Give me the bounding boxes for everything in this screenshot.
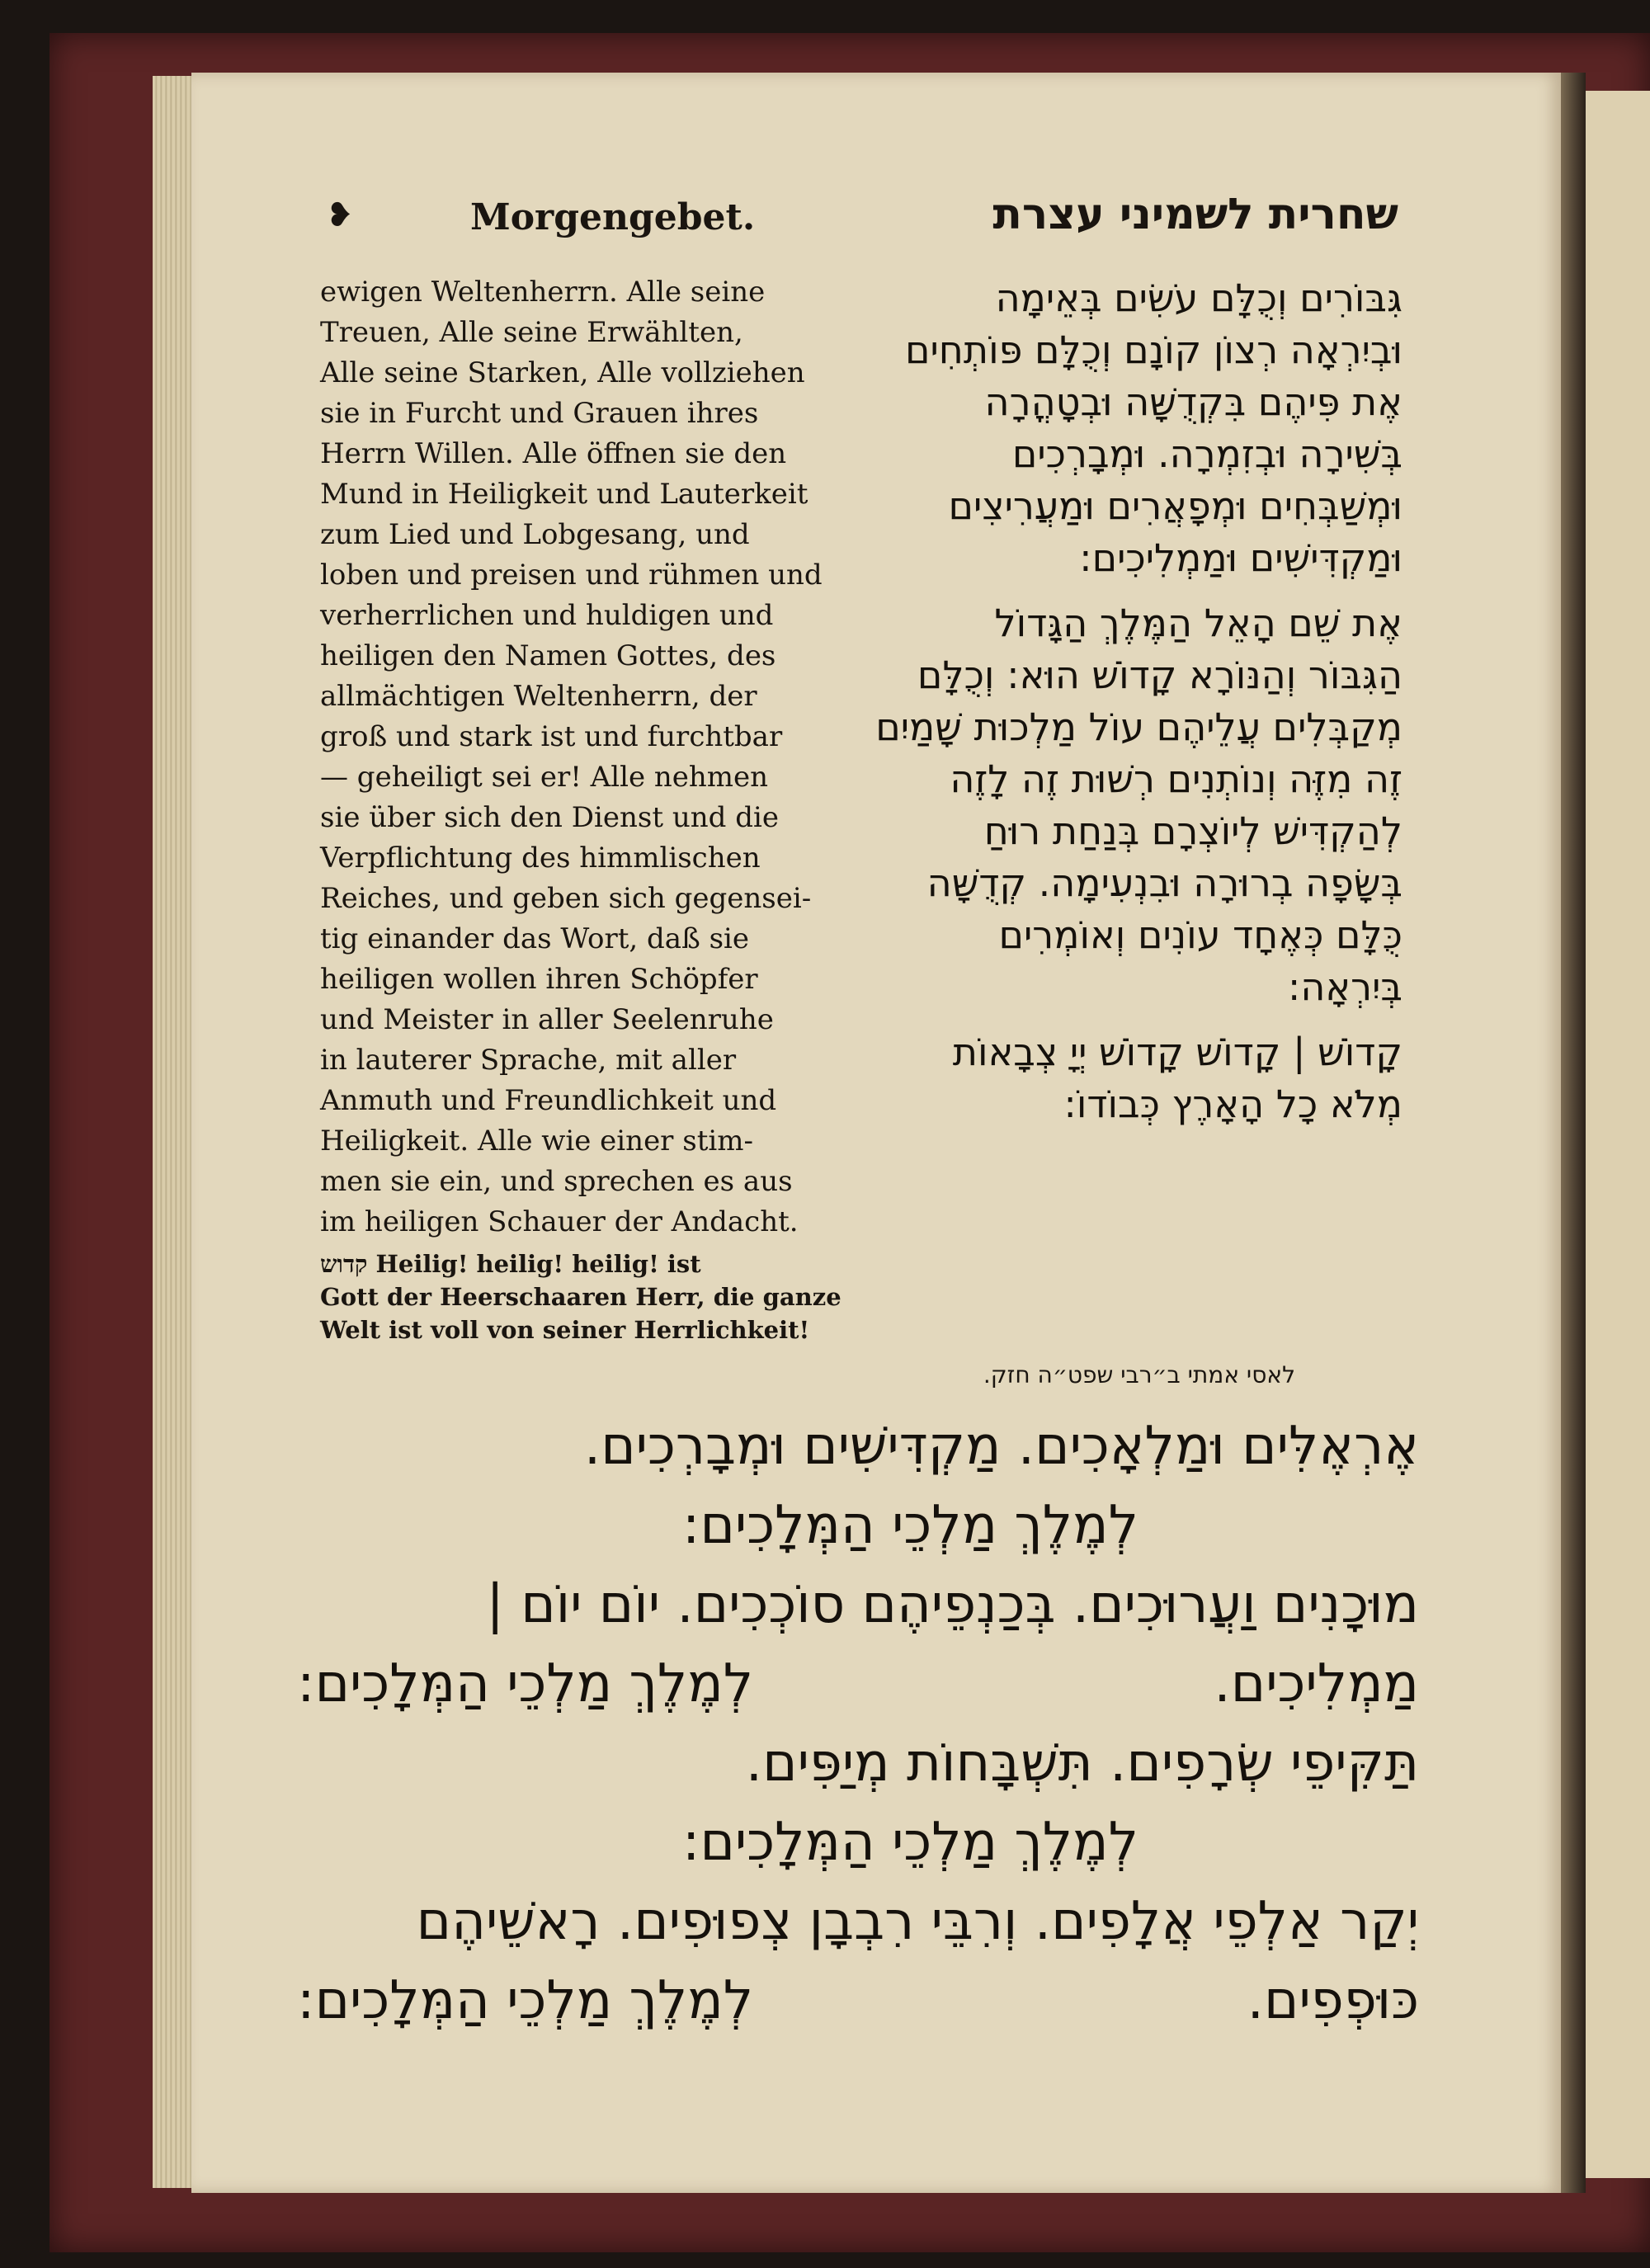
german-line: sie in Furcht und Grauen ihres (320, 397, 759, 430)
german-line: Welt ist voll von seiner Herrlichkeit! (320, 1316, 810, 1344)
german-line: קדוש Heilig! heilig! heilig! ist (320, 1250, 701, 1278)
poem-line-with-refrain (297, 1644, 1419, 1723)
hebrew-line: אֶת פִּיהֶם בִּקְדֻשָּׁה וּבְטָהֳרָה (984, 380, 1402, 424)
german-line: Treuen, Alle seine Erwählten, (320, 316, 743, 349)
hebrew-line: אֶת שֵׁם הָאֵל הַמֶּלֶךְ הַגָּדוֹל (994, 601, 1402, 645)
german-line: Mund in Heiligkeit und Lauterkeit (320, 478, 808, 511)
poem-refrain: לְמֶלֶךְ מַלְכֵי הַמְּלָכִים: (297, 1970, 754, 2031)
german-line: allmächtigen Weltenherrn, der (320, 680, 757, 713)
german-line: zum Lied und Lobgesang, und (320, 518, 750, 551)
hebrew-text-column (858, 272, 1402, 1130)
hebrew-line: זֶה מִזֶּה וְנוֹתְנִים רְשׁוּת זֶה לָזֶה (950, 757, 1402, 801)
poem-refrain: לְמֶלֶךְ מַלְכֵי הַמְּלָכִים: (681, 1812, 1138, 1873)
german-translation-column (320, 272, 842, 1346)
hebrew-line: בְּשָׂפָה בְרוּרָה וּבִנְעִימָה. קְדֻשָּׁה (926, 861, 1402, 905)
kadosh-translation (320, 1247, 842, 1346)
german-line: heiligen wollen ihren Schöpfer (320, 963, 758, 996)
paragraph-gap (858, 1013, 1402, 1026)
poem-line-end: כּוּפְפִים. (1247, 1970, 1419, 2031)
german-line: Reiches, und geben sich gegensei- (320, 882, 812, 915)
cantor-note: לאסי אמתי ב״רבי שפט״ה חזק. (983, 1361, 1295, 1389)
german-line: tig einander das Wort, daß sie (320, 922, 750, 955)
german-line: Heiligkeit. Alle wie einer stim- (320, 1125, 753, 1158)
hebrew-line: מְקַבְּלִים עֲלֵיהֶם עוֹל מַלְכוּת שָׁמַיִם (875, 705, 1402, 749)
hebrew-running-title: שחרית לשמיני עצרת (992, 190, 1398, 239)
hebrew-line: וּמַקְדִּישִׁים וּמַמְלִיכִים: (1079, 535, 1402, 580)
poem-refrain: לְמֶלֶךְ מַלְכֵי הַמְּלָכִים: (681, 1495, 1138, 1556)
book-gutter (1561, 73, 1586, 2193)
hebrew-line: לְהַקְדִּישׁ לְיוֹצְרָם בְּנַחַת רוּחַ (983, 809, 1402, 853)
hebrew-line: וּמְשַׁבְּחִים וּמְפָאֲרִים וּמַעֲרִיצִים (948, 483, 1402, 528)
ornament-icon: ❥ (326, 196, 354, 234)
page-edges (153, 76, 194, 2188)
hebrew-line: בְּשִׁירָה וּבְזִמְרָה. וּמְבָרְכִים (1011, 431, 1402, 476)
hebrew-line: גִּבּוֹרִים וְכֻלָּם עֹשִׂים בְּאֵימָה (995, 276, 1402, 320)
german-line: loben und preisen und rühmen und (320, 559, 823, 592)
poem-line-with-refrain (297, 1961, 1419, 2040)
hebrew-line: מְלֹא כָל הָאָרֶץ כְּבוֹדוֹ: (1063, 1082, 1402, 1126)
hebrew-line: הַגִּבּוֹר וְהַנּוֹרָא קָדוֹשׁ הוּא: וְכֻלָּם (917, 653, 1402, 697)
page-header (326, 190, 1398, 256)
german-line: groß und stark ist und furchtbar (320, 720, 783, 753)
german-line: ewigen Weltenherrn. Alle seine (320, 276, 766, 309)
german-line: und Meister in aller Seelenruhe (320, 1003, 774, 1036)
poem-line: תַּקִּיפֵי שְׂרָפִים. תִּשְׁבָּחוֹת מְיַפִּים. (745, 1733, 1419, 1794)
poem-line: יְקַר אַלְפֵי אֲלָפִים. וְרִבֵּי רִבְבָן צְפוּפִים. רָאשֵׁיהֶם (416, 1891, 1419, 1952)
german-line: Anmuth und Freundlichkeit und (320, 1084, 777, 1117)
paragraph-gap (858, 584, 1402, 597)
facing-page (1586, 91, 1650, 2178)
hebrew-line: קָדוֹשׁ | קָדוֹשׁ קָדוֹשׁ יְיָ צְבָאוֹת (952, 1030, 1402, 1074)
german-running-title: Morgengebet. (470, 196, 756, 238)
german-line: — geheiligt sei er! Alle nehmen (320, 761, 769, 794)
german-line: sie über sich den Dienst und die (320, 801, 779, 834)
hebrew-line: וּבְיִרְאָה רְצוֹן קוֹנָם וְכֻלָּם פּוֹתְחִים (905, 328, 1402, 372)
german-line: in lauterer Sprache, mit aller (320, 1044, 737, 1077)
poem-refrain: לְמֶלֶךְ מַלְכֵי הַמְּלָכִים: (297, 1653, 754, 1714)
piyyut-section (297, 1407, 1419, 2040)
poem-line: אֶרְאֶלִּים וּמַלְאָכִים. מַקְדִּישִׁים וּמְבָרְכִים. (583, 1416, 1419, 1477)
german-line: men sie ein, und sprechen es aus (320, 1165, 793, 1198)
german-line: heiligen den Namen Gottes, des (320, 639, 776, 672)
poem-line-end: מַמְלִיכִים. (1214, 1653, 1419, 1714)
german-line: Gott der Heerschaaren Herr, die ganze (320, 1283, 842, 1311)
german-line: im heiligen Schauer der Andacht. (320, 1205, 799, 1238)
hebrew-line: כֻּלָּם כְּאֶחָד עוֹנִים וְאוֹמְרִים (998, 912, 1402, 957)
german-line: verherrlichen und huldigen und (320, 599, 774, 632)
hebrew-line: בְּיִרְאָה: (1287, 964, 1402, 1009)
german-line: Alle seine Starken, Alle vollziehen (320, 356, 805, 389)
german-line: Herrn Willen. Alle öffnen sie den (320, 437, 787, 470)
poem-line: מוּכָנִים וַעֲרוּכִים. בְּכַנְפֵיהֶם סוֹכְכִים. יוֹם יוֹם | (486, 1574, 1419, 1635)
german-line: Verpflichtung des himmlischen (320, 842, 761, 875)
